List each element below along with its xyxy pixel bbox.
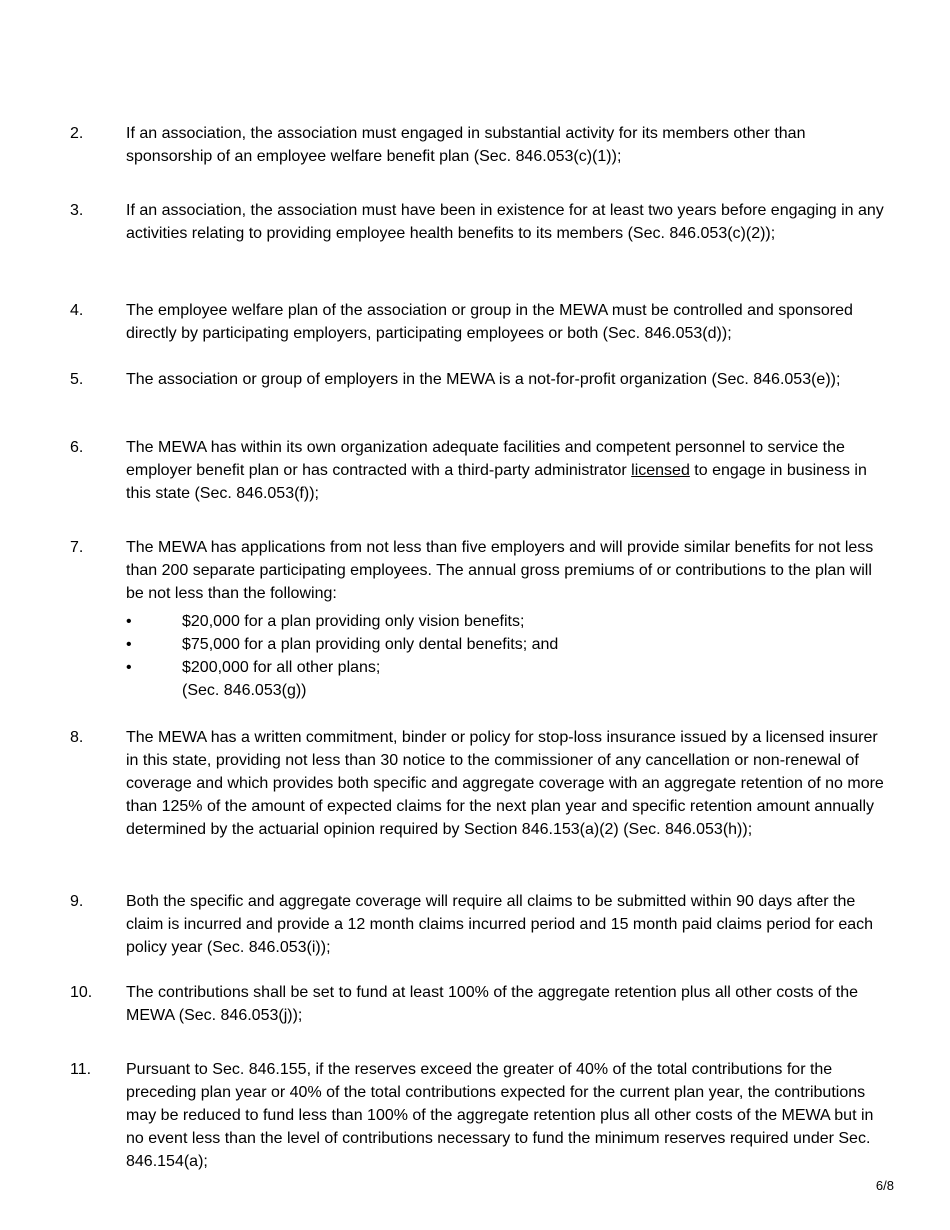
list-item bbox=[70, 1058, 885, 1173]
item-text: Pursuant to Sec. 846.155, if the reserves exceed the greater of 40% of the total contributions for the preceding plan year or 40% of the total contributions expected for the current plan year, the contributions may be reduced to fund less than 100% of the aggregate retention plus all other costs of the MEWA but in no event less than the level of contributions necessary to fund the minimum reserves required under Sec. 846.154(a); bbox=[126, 1061, 874, 1170]
bullet-icon: • bbox=[126, 613, 132, 630]
item-text: The employee welfare plan of the association or group in the MEWA must be controlled and sponsored directly by participating employers, participating employees or both (Sec. 846.053(d)); bbox=[126, 302, 853, 342]
bullet-text: $20,000 for a plan providing only vision benefits; bbox=[182, 613, 525, 630]
item-text-after: to engage in business in this state (Sec. 846.053(f)); bbox=[126, 462, 867, 502]
item-text: The contributions shall be set to fund at least 100% of the aggregate retention plus all other costs of the MEWA (Sec. 846.053(j)); bbox=[126, 984, 859, 1024]
item-text: The MEWA has a written commitment, binder or policy for stop-loss insurance issued by a licensed insurer in this state, providing not less than 30 notice to the commissioner of any cancellation or non-renewal of coverage and which provides both specific and aggregate coverage with an aggregate retention of no more than 125% of the amount of expected claims for the next plan year and specific retention amount annually determined by the actuarial opinion required by Section 846.153(a)(2) (Sec. 846.053(h)); bbox=[126, 729, 884, 838]
bullet-text: $200,000 for all other plans; bbox=[182, 659, 381, 676]
bullet-icon: • bbox=[126, 636, 132, 653]
bullet-item bbox=[126, 610, 885, 633]
item-number: 4. bbox=[70, 302, 84, 319]
bullet-icon: • bbox=[126, 659, 132, 676]
item-text: Both the specific and aggregate coverage will require all claims to be submitted within 90 days after the claim is incurred and provide a 12 month claims incurred period and 15 month paid claims period for each policy year (Sec. 846.053(i)); bbox=[126, 893, 874, 956]
list-item bbox=[70, 890, 885, 959]
item-text: The MEWA has applications from not less than five employers and will provide similar benefits for not less than 200 separate participating employees. The annual gross premiums of or contributions to the plan will be not less than the following: bbox=[126, 539, 874, 602]
item-number: 5. bbox=[70, 371, 84, 388]
item-text-before: The MEWA has within its own organization adequate facilities and competent personnel to service the employer benefit plan or has contracted with a third-party administrator bbox=[126, 439, 845, 479]
citation: (Sec. 846.053(g)) bbox=[182, 682, 307, 699]
item-number: 10. bbox=[70, 984, 93, 1001]
bullet-item bbox=[126, 656, 885, 679]
item-number: 2. bbox=[70, 125, 84, 142]
list-item bbox=[70, 368, 885, 391]
bullet-item bbox=[126, 633, 885, 656]
underlined-word: licensed bbox=[631, 462, 690, 479]
item-text: The association or group of employers in the MEWA is a not-for-profit organization (Sec. 846.053(e)); bbox=[126, 371, 841, 388]
list-item bbox=[70, 199, 885, 245]
item-number: 3. bbox=[70, 202, 84, 219]
item-number: 8. bbox=[70, 729, 84, 746]
item-number: 7. bbox=[70, 539, 84, 556]
list-item bbox=[70, 981, 885, 1027]
page-number: 6/8 bbox=[875, 1178, 894, 1193]
item-text bbox=[126, 436, 885, 505]
list-item bbox=[70, 122, 885, 168]
bullet-text: $75,000 for a plan providing only dental benefits; and bbox=[182, 636, 559, 653]
list-item bbox=[70, 536, 885, 702]
item-text: If an association, the association must have been in existence for at least two years before engaging in any activities relating to providing employee health benefits to its members (Sec. 846.053(c)(2)); bbox=[126, 202, 884, 242]
list-item bbox=[70, 436, 885, 505]
item-number: 11. bbox=[70, 1061, 92, 1078]
item-number: 6. bbox=[70, 439, 84, 456]
list-item bbox=[70, 726, 885, 841]
item-text: If an association, the association must engaged in substantial activity for its members other than sponsorship of an employee welfare benefit plan (Sec. 846.053(c)(1)); bbox=[126, 125, 806, 165]
list-item bbox=[70, 299, 885, 345]
item-number: 9. bbox=[70, 893, 84, 910]
